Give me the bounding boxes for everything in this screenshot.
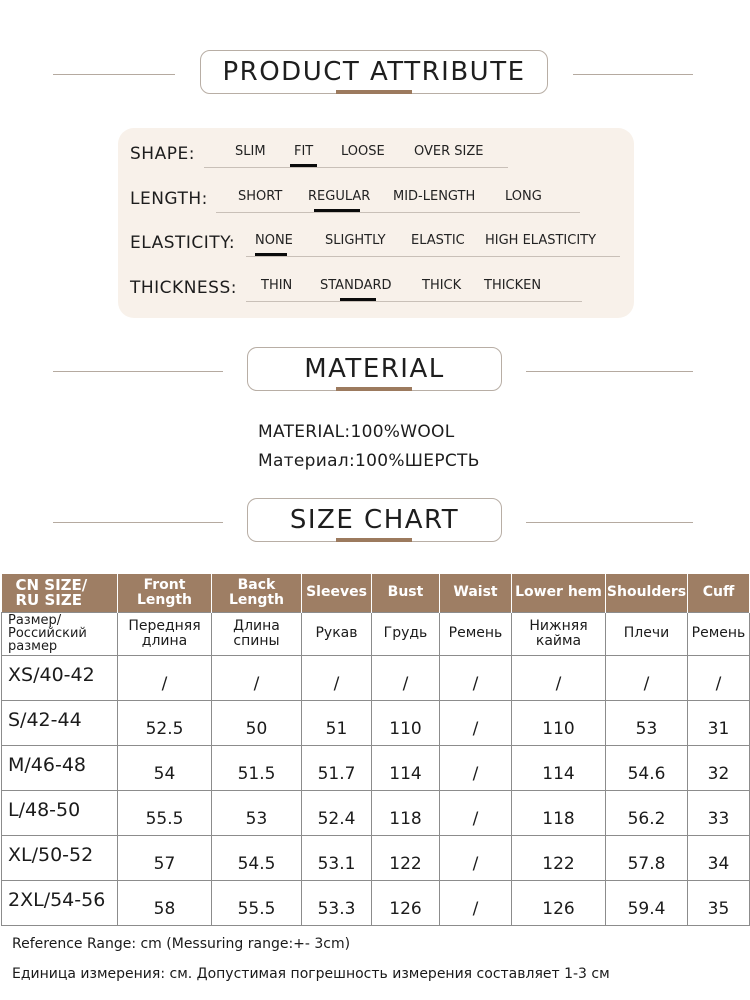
measurement-cell: /: [372, 655, 440, 700]
measurement-cell: /: [440, 745, 512, 790]
column-header: Front Length: [118, 574, 212, 612]
measurement-cell: 53: [212, 790, 302, 835]
measurement-cell: 33: [688, 790, 750, 835]
attribute-option-selected: STANDARD: [320, 278, 392, 293]
measurement-cell: 122: [512, 835, 606, 880]
measurement-cell: /: [440, 790, 512, 835]
measurement-cell: /: [440, 700, 512, 745]
selected-marker: [314, 209, 360, 212]
measurement-cell: 51.7: [302, 745, 372, 790]
measurement-cell: /: [302, 655, 372, 700]
attribute-row-elasticity: [130, 229, 620, 259]
attribute-row-length: [130, 185, 620, 215]
measurement-cell: 57.8: [606, 835, 688, 880]
column-header: Shoulders: [606, 574, 688, 612]
table-row: [2, 655, 750, 700]
attribute-label: SHAPE:: [130, 144, 195, 164]
column-header: Lower hem: [512, 574, 606, 612]
section-title: SIZE CHART: [247, 498, 502, 542]
measurement-cell: 114: [512, 745, 606, 790]
measurement-cell: 55.5: [212, 880, 302, 925]
attribute-underline: [246, 301, 582, 302]
column-header-russian: Ремень: [688, 612, 750, 655]
measurement-cell: 126: [372, 880, 440, 925]
column-header-russian: Ремень: [440, 612, 512, 655]
title-accent: [336, 90, 412, 94]
attribute-option: ELASTIC: [411, 233, 465, 248]
attribute-option-selected: REGULAR: [308, 189, 370, 204]
measurement-cell: 34: [688, 835, 750, 880]
attribute-option: HIGH ELASTICITY: [485, 233, 597, 248]
table-row: [2, 880, 750, 925]
measurement-cell: 110: [372, 700, 440, 745]
selected-marker: [340, 298, 376, 301]
measurement-cell: /: [606, 655, 688, 700]
size-cell: S/42-44: [2, 700, 118, 745]
measurement-cell: 51.5: [212, 745, 302, 790]
table-row: [2, 790, 750, 835]
attribute-option: SHORT: [238, 189, 283, 204]
attribute-label: THICKNESS:: [130, 278, 237, 298]
measurement-cell: 54: [118, 745, 212, 790]
reference-note-english: Reference Range: cm (Messuring range:+- 3cm): [12, 936, 351, 952]
table-header-row-russian: [2, 612, 750, 655]
divider-right: [526, 522, 693, 523]
table-row: [2, 745, 750, 790]
measurement-cell: 114: [372, 745, 440, 790]
attribute-label: LENGTH:: [130, 189, 208, 209]
measurement-cell: /: [512, 655, 606, 700]
measurement-cell: 118: [512, 790, 606, 835]
measurement-cell: 35: [688, 880, 750, 925]
attribute-label: ELASTICITY:: [130, 233, 236, 253]
measurement-cell: 32: [688, 745, 750, 790]
reference-note-russian: Единица измерения: см. Допустимая погрешность измерения составляет 1-3 см: [12, 966, 610, 982]
column-header: Bust: [372, 574, 440, 612]
measurement-cell: 122: [372, 835, 440, 880]
divider-right: [526, 371, 693, 372]
measurement-cell: /: [688, 655, 750, 700]
attribute-underline: [204, 167, 508, 168]
measurement-cell: 51: [302, 700, 372, 745]
measurement-cell: 52.5: [118, 700, 212, 745]
size-cell: 2XL/54-56: [2, 880, 118, 925]
measurement-cell: 52.4: [302, 790, 372, 835]
attribute-option: THIN: [261, 278, 293, 293]
title-accent: [336, 538, 412, 542]
attribute-option-selected: NONE: [255, 233, 293, 248]
attribute-underline: [246, 256, 620, 257]
size-chart-table: [1, 574, 750, 926]
table-row: [2, 835, 750, 880]
measurement-cell: 118: [372, 790, 440, 835]
section-title: MATERIAL: [247, 347, 502, 391]
measurement-cell: /: [440, 880, 512, 925]
measurement-cell: /: [440, 835, 512, 880]
measurement-cell: 126: [512, 880, 606, 925]
table-row: [2, 700, 750, 745]
divider-right: [573, 74, 693, 75]
attribute-option: SLIGHTLY: [325, 233, 386, 248]
material-header: [0, 347, 750, 397]
attribute-option: THICKEN: [484, 278, 542, 293]
product-attribute-panel: [118, 128, 634, 318]
attribute-option: LOOSE: [341, 144, 385, 159]
material-english: MATERIAL:100%WOOL: [258, 422, 455, 442]
selected-marker: [290, 164, 317, 167]
column-header: CN SIZE/ RU SIZE: [2, 574, 118, 612]
column-header-russian: Нижняя кайма: [512, 612, 606, 655]
attribute-option: THICK: [422, 278, 462, 293]
divider-left: [53, 74, 175, 75]
column-header-russian: Передняя длина: [118, 612, 212, 655]
selected-marker: [255, 253, 287, 256]
measurement-cell: /: [440, 655, 512, 700]
measurement-cell: 59.4: [606, 880, 688, 925]
measurement-cell: /: [212, 655, 302, 700]
attribute-option: OVER SIZE: [414, 144, 484, 159]
measurement-cell: 54.5: [212, 835, 302, 880]
column-header-russian: Рукав: [302, 612, 372, 655]
column-header: Sleeves: [302, 574, 372, 612]
size-cell: XL/50-52: [2, 835, 118, 880]
attribute-underline: [216, 212, 580, 213]
column-header-russian: Размер/ Российский размер: [2, 612, 118, 655]
measurement-cell: 55.5: [118, 790, 212, 835]
attribute-option: LONG: [505, 189, 542, 204]
column-header: Back Length: [212, 574, 302, 612]
column-header: Waist: [440, 574, 512, 612]
column-header-russian: Длина спины: [212, 612, 302, 655]
column-header-russian: Плечи: [606, 612, 688, 655]
attribute-row-thickness: [130, 274, 620, 304]
size-chart-header: [0, 498, 750, 548]
measurement-cell: 53: [606, 700, 688, 745]
measurement-cell: 31: [688, 700, 750, 745]
divider-left: [53, 522, 223, 523]
attribute-row-shape: [130, 140, 620, 170]
column-header: Cuff: [688, 574, 750, 612]
measurement-cell: 110: [512, 700, 606, 745]
title-accent: [336, 387, 412, 391]
size-cell: XS/40-42: [2, 655, 118, 700]
measurement-cell: 58: [118, 880, 212, 925]
product-attribute-header: [0, 50, 750, 100]
measurement-cell: 54.6: [606, 745, 688, 790]
measurement-cell: /: [118, 655, 212, 700]
attribute-option-selected: FIT: [294, 144, 313, 159]
size-cell: L/48-50: [2, 790, 118, 835]
measurement-cell: 56.2: [606, 790, 688, 835]
measurement-cell: 53.1: [302, 835, 372, 880]
column-header-russian: Грудь: [372, 612, 440, 655]
measurement-cell: 53.3: [302, 880, 372, 925]
table-header-row: [2, 574, 750, 612]
attribute-option: SLIM: [235, 144, 266, 159]
measurement-cell: 50: [212, 700, 302, 745]
measurement-cell: 57: [118, 835, 212, 880]
divider-left: [53, 371, 223, 372]
material-russian: Материал:100%ШЕРСТЬ: [258, 451, 480, 471]
section-title: PRODUCT ATTRIBUTE: [200, 50, 548, 94]
attribute-option: MID-LENGTH: [393, 189, 476, 204]
size-cell: M/46-48: [2, 745, 118, 790]
